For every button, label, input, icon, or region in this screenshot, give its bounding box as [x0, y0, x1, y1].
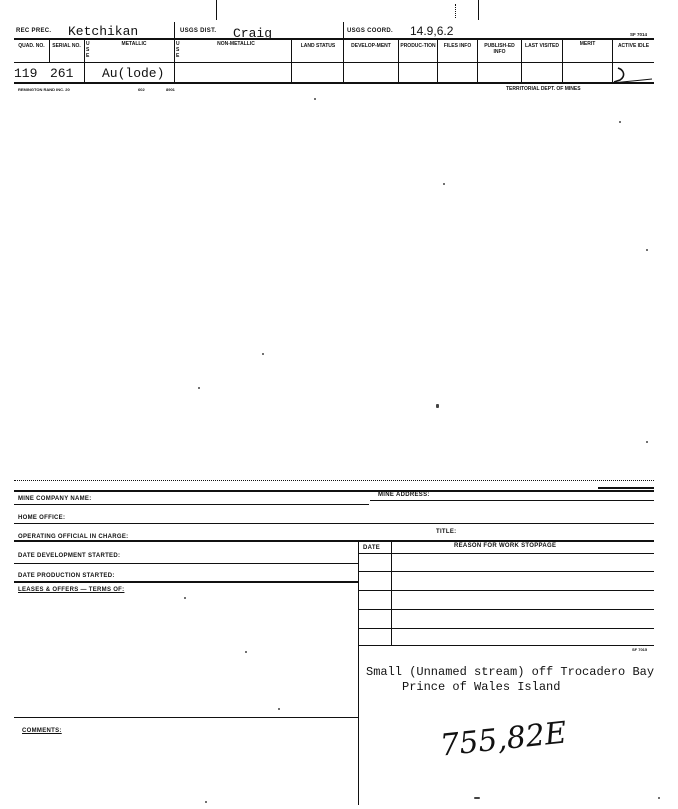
header-development: DEVELOP-MENT — [351, 43, 391, 49]
col-divider — [343, 22, 344, 82]
rule — [370, 500, 654, 501]
usgs-dist-value: Craig — [233, 26, 273, 41]
stray-mark — [598, 487, 654, 489]
col-divider — [291, 39, 292, 82]
speck — [184, 597, 186, 599]
leases-label: LEASES & OFFERS — TERMS OF: — [18, 587, 125, 593]
reason-header: REASON FOR WORK STOPPAGE — [454, 543, 557, 549]
registration-mark — [478, 0, 479, 20]
col-divider — [358, 540, 359, 805]
header-merit: MERIT — [579, 41, 596, 47]
speck — [436, 404, 439, 408]
speck — [198, 387, 200, 389]
col-divider — [84, 39, 85, 82]
department-imprint: TERRITORIAL DEPT. OF MINES — [506, 86, 581, 92]
prod-started-label: DATE PRODUCTION STARTED: — [18, 573, 115, 579]
header-nonmetallic: NON-METALLIC — [217, 41, 255, 47]
quad-value: 119 — [14, 66, 38, 81]
header-nonmetallic-use: U S E — [176, 41, 180, 59]
metallic-value: Au(lode) — [102, 66, 165, 81]
speck — [262, 353, 264, 355]
rule — [14, 540, 654, 542]
header-active-idle: ACTIVE IDLE — [617, 43, 650, 49]
lower-form-number: SF 7015 — [632, 647, 648, 652]
mine-address-label: MINE ADDRESS: — [378, 492, 430, 498]
speck — [619, 121, 621, 123]
rule — [358, 553, 654, 554]
usgs-coord-value: 14.9,6.2 — [410, 24, 454, 38]
table-top-rule — [14, 38, 654, 40]
registration-mark — [216, 0, 217, 20]
speck — [245, 651, 247, 653]
pencil-mark — [608, 64, 658, 86]
date-header: DATE — [363, 545, 381, 551]
col-divider — [174, 22, 175, 82]
table-header-rule — [14, 62, 654, 63]
form-top-dotted — [14, 480, 654, 481]
serial-value: 261 — [50, 66, 74, 81]
speck — [646, 249, 648, 251]
rule — [358, 628, 654, 629]
printer-code-1: 602 — [138, 87, 145, 92]
header-land-status: LAND STATUS — [300, 43, 336, 49]
speck — [314, 98, 316, 100]
printer-imprint: REMINGTON RAND INC. 20 — [18, 87, 70, 92]
location-line-1: Small (Unnamed stream) off Trocadero Bay — [366, 665, 655, 679]
location-line-2: Prince of Wales Island — [402, 680, 561, 694]
speck — [474, 797, 480, 799]
header-published-info: PUBLISH-ED INFO — [484, 43, 515, 55]
rule — [14, 581, 358, 583]
rule — [358, 645, 654, 646]
header-production: PRODUC-TION — [400, 43, 436, 49]
rule — [14, 504, 369, 505]
header-files-info: FILES INFO — [443, 43, 472, 49]
header-metallic-use: U S E — [86, 41, 90, 59]
speck — [278, 708, 280, 710]
printer-code-2: 8901 — [166, 87, 175, 92]
rule — [14, 523, 654, 524]
col-divider — [391, 541, 392, 645]
form-number: SF 7014 — [630, 32, 648, 37]
operating-official-label: OPERATING OFFICIAL IN CHARGE: — [18, 534, 129, 540]
speck — [646, 441, 648, 443]
rule — [358, 590, 654, 591]
usgs-coord-label: USGS COORD. — [347, 28, 393, 34]
handwritten-note: 755,82E — [438, 715, 569, 764]
table-bottom-rule — [14, 82, 654, 84]
mine-company-label: MINE COMPANY NAME: — [18, 496, 92, 502]
rule — [358, 571, 654, 572]
header-quad-no: QUAD. NO. — [18, 43, 45, 49]
usgs-dist-label: USGS DIST. — [180, 28, 217, 34]
rec-prec-value: Ketchikan — [68, 24, 139, 39]
form-top-rule — [14, 490, 654, 492]
header-last-visited: LAST VISITED — [525, 43, 559, 49]
header-serial-no: SERIAL NO. — [52, 43, 81, 49]
dev-started-label: DATE DEVELOPMENT STARTED: — [18, 553, 121, 559]
rule — [14, 717, 358, 718]
rule — [358, 609, 654, 610]
registration-mark — [455, 4, 456, 18]
comments-label: COMMENTS: — [22, 728, 62, 734]
rule — [14, 563, 358, 564]
speck — [658, 797, 660, 799]
speck — [205, 801, 207, 803]
home-office-label: HOME OFFICE: — [18, 515, 66, 521]
rec-prec-label: REC PREC. — [16, 28, 52, 34]
header-metallic: METALLIC — [121, 41, 147, 47]
title-label: TITLE: — [436, 529, 457, 535]
speck — [443, 183, 445, 185]
